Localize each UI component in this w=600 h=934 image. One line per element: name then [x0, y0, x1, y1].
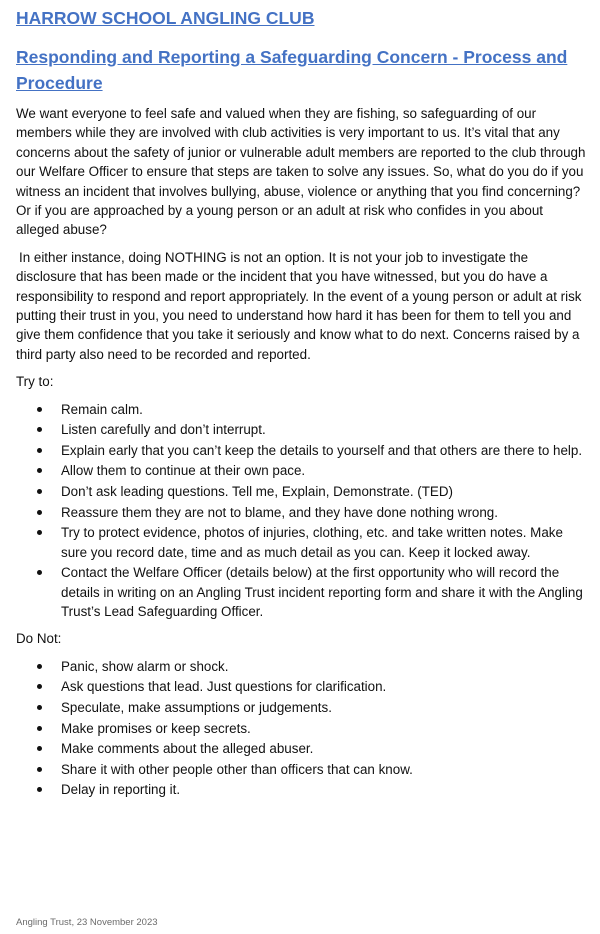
bullet-icon — [37, 510, 42, 515]
list-item — [16, 719, 588, 738]
list-item-text: Delay in reporting it. — [61, 782, 181, 798]
do-not-label: Do Not: — [16, 631, 62, 647]
list-item-text: Try to protect evidence, photos of injuries, clothing, etc. and take written notes. Make sure you record date, time and as much detail as you can. Keep it locked away. — [61, 525, 563, 560]
page-footer: Angling Trust, 23 November 2023 — [16, 917, 158, 928]
list-item-text: Share it with other people other than officers that can know. — [61, 761, 413, 777]
list-item — [16, 677, 588, 696]
list-item-text: Panic, show alarm or shock. — [61, 658, 229, 674]
bullet-icon — [37, 489, 42, 494]
list-item-text: Allow them to continue at their own pace. — [61, 463, 306, 479]
bullet-icon — [37, 705, 42, 710]
list-item — [16, 760, 588, 779]
list-item — [16, 400, 588, 419]
list-item-text: Contact the Welfare Officer (details below) at the first opportunity who will record the details in writing on an Angling Trust incident reporting form and share it with the Angling Trust’s Lead Safeguarding Officer. — [61, 565, 583, 620]
list-item — [16, 563, 588, 621]
list-item — [16, 461, 588, 480]
bullet-icon — [37, 530, 42, 535]
list-item — [16, 441, 588, 460]
list-item-text: Ask questions that lead. Just questions for clarification. — [61, 679, 387, 695]
list-item — [16, 657, 588, 676]
list-item — [16, 503, 588, 522]
org-title: HARROW SCHOOL ANGLING CLUB — [16, 8, 315, 28]
list-item — [16, 523, 588, 562]
list-item-text: Listen carefully and don’t interrupt. — [61, 422, 266, 438]
do-not-list — [16, 657, 588, 800]
list-item-text: Make promises or keep secrets. — [61, 720, 251, 736]
bullet-icon — [37, 664, 42, 669]
bullet-icon — [37, 746, 42, 751]
bullet-icon — [37, 448, 42, 453]
try-to-label: Try to: — [16, 374, 54, 390]
list-item-text: Explain early that you can’t keep the details to yourself and that others are there to help. — [61, 442, 583, 458]
list-item — [16, 739, 588, 758]
document-page — [16, 6, 588, 808]
list-item — [16, 698, 588, 717]
list-item — [16, 420, 588, 439]
intro-paragraph-1: We want everyone to feel safe and valued when they are fishing, so safeguarding of our members while they are involved with club activities is very important to us. It’s vital that any concerns about the safety of junior or vulnerable adult members are reported to the club through our Welfare Officer to ensure that steps are taken to solve any issues. So, what do you do if you witness an incident that involves bullying, abuse, violence or anything that you find concerning? Or if you are approached by a young person or an adult at risk who confides in you about alleged abuse? — [16, 106, 586, 238]
list-item — [16, 482, 588, 501]
try-to-list — [16, 400, 588, 622]
bullet-icon — [37, 726, 42, 731]
bullet-icon — [37, 767, 42, 772]
intro-paragraph-2: In either instance, doing NOTHING is not an option. It is not your job to investigate the disclosure that has been made or the incident that you have witnessed, but you do have a responsibility to respond and report appropriately. In the event of a young person or adult at risk putting their trust in you, you need to understand how hard it has been for them to tell you and give them confidence that you take it seriously and know what to do next. Concerns raised by a third party also need to be recorded and reported. — [16, 249, 582, 362]
bullet-icon — [37, 468, 42, 473]
bullet-icon — [37, 427, 42, 432]
list-item-text: Remain calm. — [61, 401, 143, 417]
document-title: Responding and Reporting a Safeguarding Concern - Process and Procedure — [16, 47, 568, 93]
list-item-text: Make comments about the alleged abuser. — [61, 741, 314, 757]
bullet-icon — [37, 787, 42, 792]
list-item-text: Don’t ask leading questions. Tell me, Explain, Demonstrate. (TED) — [61, 484, 453, 500]
bullet-icon — [37, 684, 42, 689]
bullet-icon — [37, 570, 42, 575]
bullet-icon — [37, 407, 42, 412]
list-item-text: Speculate, make assumptions or judgements. — [61, 700, 332, 716]
list-item — [16, 780, 588, 799]
list-item-text: Reassure them they are not to blame, and they have done nothing wrong. — [61, 504, 498, 520]
